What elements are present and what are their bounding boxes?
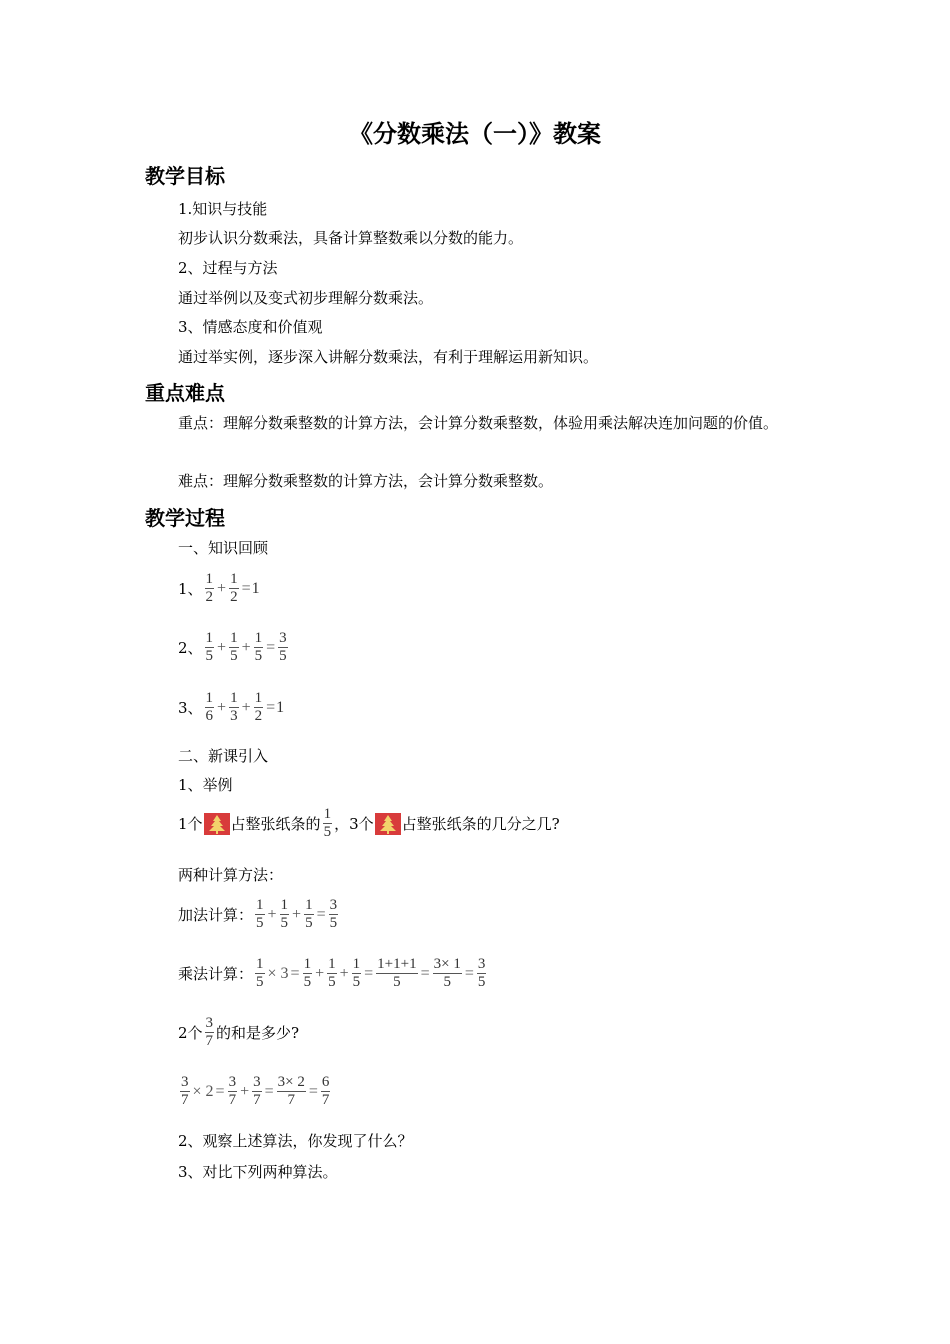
equals-sign: = [464, 964, 474, 982]
equals-sign: = [308, 1082, 318, 1100]
addition-method [178, 897, 340, 932]
times-three: × 3 [267, 964, 289, 982]
equals-sign: = [266, 698, 276, 716]
plus-sign: + [217, 698, 227, 716]
new-lesson-heading: 二、新课引入 [178, 747, 269, 765]
plus-sign: + [292, 905, 302, 923]
fraction-1-5: $\frac{1}{5}$ [328, 956, 336, 990]
review-2-label: 2、 [178, 639, 203, 657]
fraction-3-7: $\frac{3}{7}$ [253, 1074, 261, 1108]
review-3-label: 3、 [178, 699, 203, 717]
observe-question: 2、观察上述算法，你发现了什么？ [178, 1132, 413, 1150]
sum-question [178, 1015, 299, 1050]
example-question [178, 806, 560, 841]
equals-sign: = [290, 964, 300, 982]
two-methods-label: 两种计算方法： [178, 866, 284, 884]
key-point-focus: 重点：理解分数乘整数的计算方法，会计算分数乘整数，体验用乘法解决连加问题的价值。 [178, 414, 779, 432]
compare-heading: 3、对比下列两种算法。 [178, 1163, 338, 1181]
fraction-1-5: $\frac{1}{5}$ [256, 897, 264, 931]
fraction-3-7: $\frac{3}{7}$ [228, 1074, 237, 1108]
fraction-1-5: $\frac{1}{5}$ [323, 806, 332, 840]
example-heading: 1、举例 [178, 776, 233, 794]
fraction-1-5: $\frac{1}{5}$ [254, 630, 263, 664]
fraction-1-5: $\frac{1}{5}$ [305, 897, 313, 931]
fraction-6-7: $\frac{6}{7}$ [321, 1074, 330, 1108]
question-text: 占整张纸条的几分之几? [401, 815, 560, 833]
question-text: 2个 [178, 1024, 203, 1042]
plus-sign: + [241, 638, 251, 656]
question-text: 1个 [178, 815, 203, 833]
tree-icon [375, 813, 401, 835]
section-heading-process: 教学过程 [145, 506, 225, 530]
review-heading: 一、知识回顾 [178, 539, 269, 557]
goal-2-text: 通过举例以及变式初步理解分数乘法。 [178, 289, 434, 307]
fraction-1-5: $\frac{1}{5}$ [303, 956, 312, 990]
fraction-3-5: $\frac{3}{5}$ [329, 897, 338, 931]
document-title: 《分数乘法（一）》教案 [349, 120, 601, 148]
equals-sign: = [316, 905, 326, 923]
review-1-label: 1、 [178, 580, 203, 598]
equals-sign: = [266, 638, 276, 656]
fraction-3-5: $\frac{3}{5}$ [279, 630, 287, 664]
goal-2-label: 2、过程与方法 [178, 259, 278, 277]
fraction-1-5: $\frac{1}{5}$ [205, 630, 214, 664]
goal-3-text: 通过举实例，逐步深入讲解分数乘法，有利于理解运用新知识。 [178, 348, 599, 366]
plus-sign: + [339, 964, 349, 982]
key-point-difficulty: 难点：理解分数乘整数的计算方法，会计算分数乘整数。 [178, 472, 554, 490]
review-equation-2 [178, 630, 290, 665]
fraction-1-5: $\frac{1}{5}$ [352, 956, 361, 990]
equals-sign: = [264, 1082, 274, 1100]
fraction-sum-over-5: $\frac{1+1+1}{5}$ [377, 956, 417, 990]
times-two: × 2 [192, 1082, 214, 1100]
result-value: 1 [251, 579, 260, 597]
multiplication-example-2 [178, 1074, 332, 1109]
equals-sign: = [215, 1082, 225, 1100]
fraction-3x1-over-5: $\frac{3\times 1}{5}$ [433, 956, 461, 990]
review-equation-3 [178, 690, 284, 725]
goal-3-label: 3、情感态度和价值观 [178, 318, 323, 336]
plus-sign: + [217, 638, 227, 656]
fraction-3-5: $\frac{3}{5}$ [477, 956, 486, 990]
equals-sign: = [241, 579, 251, 597]
fraction-1-2: $\frac{1}{2}$ [205, 571, 214, 605]
fraction-1-5: $\frac{1}{5}$ [256, 956, 264, 990]
fraction-1-2: $\frac{1}{2}$ [254, 690, 263, 724]
goal-1-label: 1.知识与技能 [178, 200, 268, 218]
fraction-1-2: $\frac{1}{2}$ [230, 571, 238, 605]
addition-label: 加法计算： [178, 906, 254, 924]
plus-sign: + [315, 964, 325, 982]
plus-sign: + [217, 579, 227, 597]
plus-sign: + [240, 1082, 250, 1100]
plus-sign: + [241, 698, 251, 716]
multiplication-method [178, 956, 488, 991]
multiplication-label: 乘法计算： [178, 965, 254, 983]
equals-sign: = [420, 964, 430, 982]
fraction-3x2-over-7: $\frac{3\times 2}{7}$ [277, 1074, 305, 1108]
fraction-1-6: $\frac{1}{6}$ [205, 690, 214, 724]
goal-1-text: 初步认识分数乘法，具备计算整数乘以分数的能力。 [178, 229, 524, 247]
section-heading-goals: 教学目标 [145, 164, 225, 188]
question-text: 占整张纸条的 [230, 815, 321, 833]
section-heading-key-points: 重点难点 [145, 381, 225, 405]
result-value: 1 [276, 698, 285, 716]
fraction-1-5: $\frac{1}{5}$ [280, 897, 289, 931]
tree-icon [204, 813, 230, 835]
question-text: 的和是多少? [216, 1024, 300, 1042]
plus-sign: + [267, 905, 277, 923]
fraction-3-7: $\frac{3}{7}$ [205, 1015, 214, 1049]
fraction-3-7: $\frac{3}{7}$ [181, 1074, 189, 1108]
fraction-1-5: $\frac{1}{5}$ [230, 630, 238, 664]
equals-sign: = [364, 964, 374, 982]
question-text: ，3个 [334, 815, 374, 833]
fraction-1-3: $\frac{1}{3}$ [230, 690, 238, 724]
review-equation-1 [178, 571, 260, 606]
